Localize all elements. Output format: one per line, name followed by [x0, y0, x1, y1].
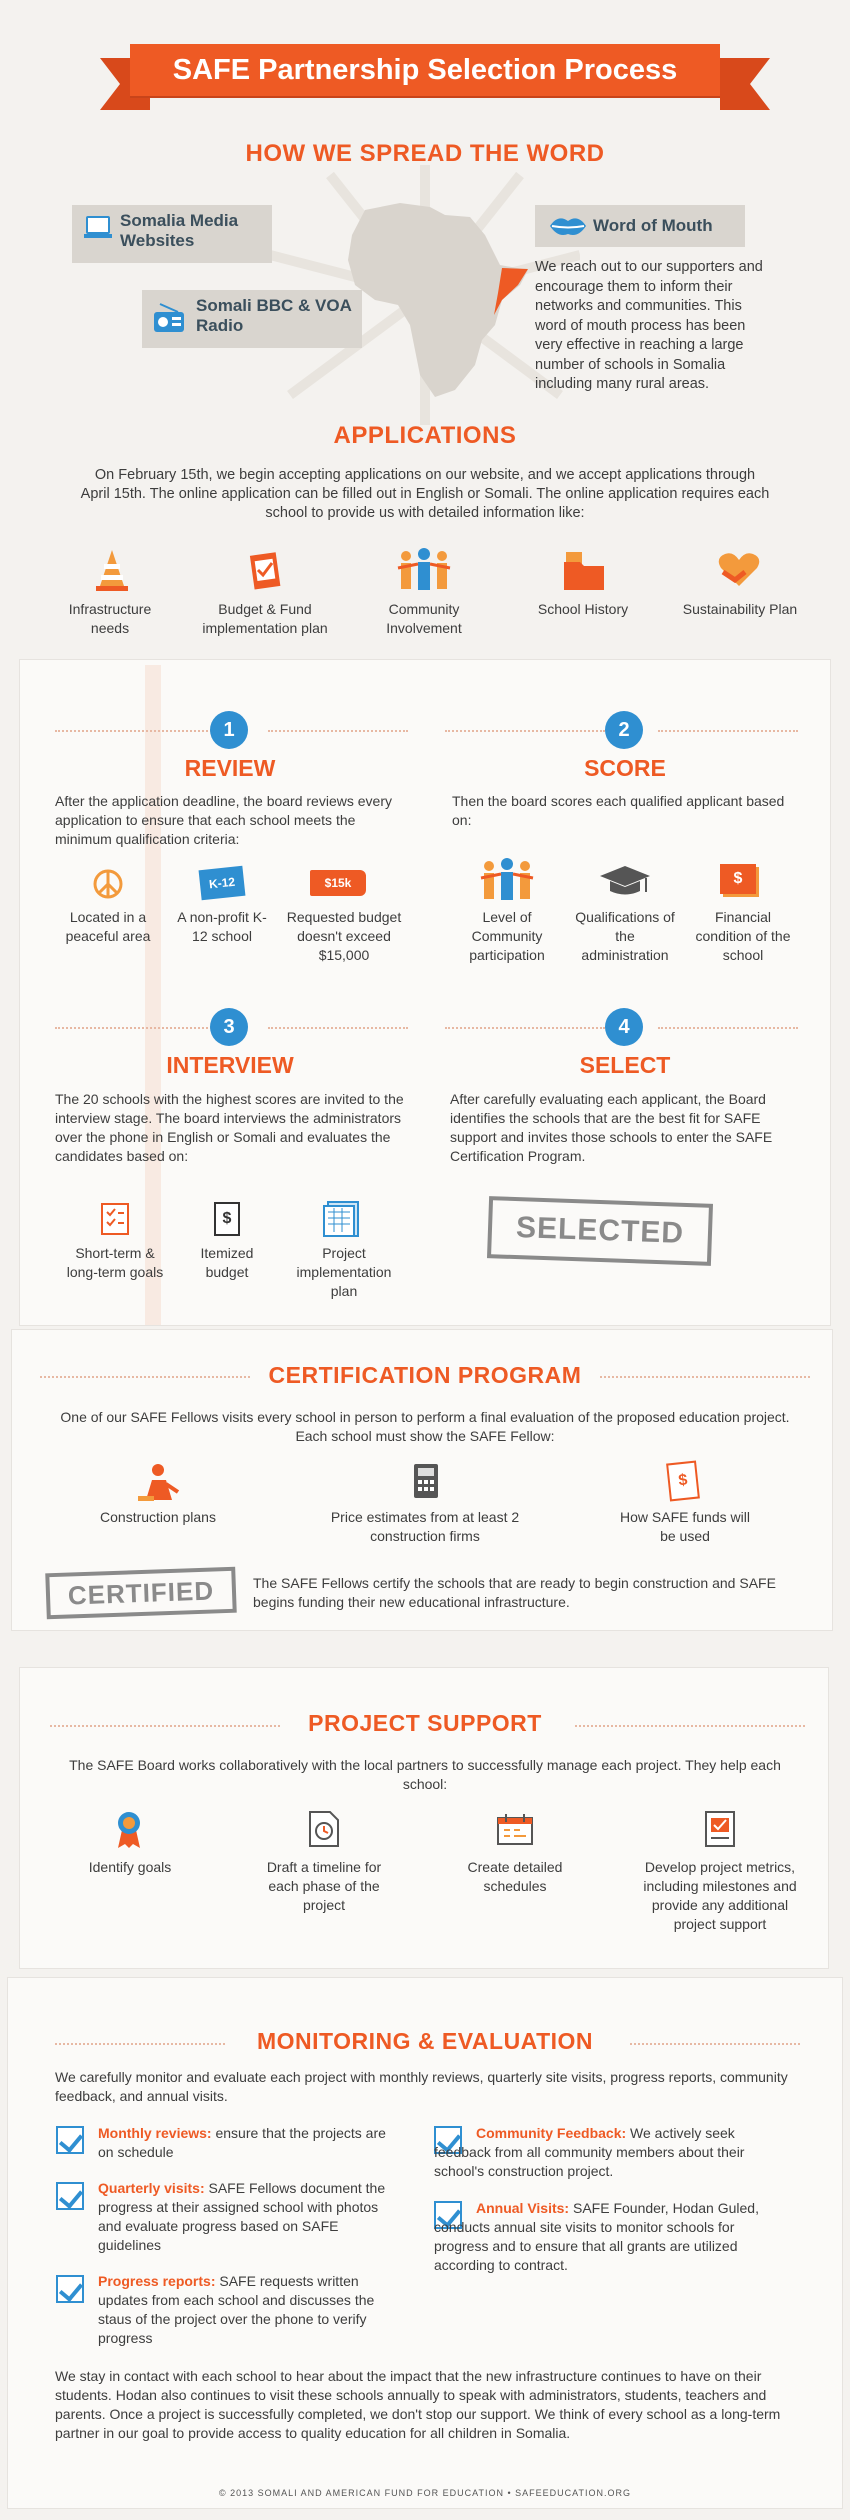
community-people-icon — [479, 858, 535, 902]
clock-document-icon — [308, 1810, 340, 1848]
score-description: Then the board scores each qualified applicant based on: — [452, 793, 785, 828]
check-icon — [56, 2126, 84, 2154]
score-heading: SCORE — [584, 755, 666, 781]
dollar-icon: $ — [720, 864, 756, 894]
interview-item-goals: Short-term & long-term goals — [66, 1245, 164, 1280]
monitoring-annual — [434, 2199, 779, 2275]
review-description: After the application deadline, the board reviews every application to ensure that each school meets the minimum qualification criteria: — [55, 793, 392, 847]
applications-heading: APPLICATIONS — [333, 422, 517, 449]
support-description: The SAFE Board works collaboratively with the local partners to successfully manage each project. They help each school: — [69, 1757, 781, 1792]
calculator-icon — [412, 1462, 440, 1500]
interview-description: The 20 schools with the highest scores are invited to the interview stage. The board interviews the administrators over the phone in English or Somali and evaluates the candidates based on: — [55, 1091, 404, 1164]
support-item-schedules: Create detailed schedules — [467, 1859, 563, 1894]
folder-icon — [562, 548, 606, 592]
review-item-peaceful: Located in a peaceful area — [65, 909, 151, 944]
app-item-community: Community Involvement — [386, 601, 462, 636]
support-item-goals: Identify goals — [88, 1859, 172, 1875]
monitoring-closing: We stay in contact with each school to hear about the impact that the new infrastructure continues to have on their students. Hodan also continues to visit these schools annually to speak with administrators, students, teachers and parents. Once a project is successfully completed, we don't stop our support. We think of every school as a long-term partner in our goal to provide access to quality education for all children in Somalia. — [55, 2368, 781, 2441]
monitoring-quarterly — [98, 2179, 398, 2255]
monitoring-progress-text: SAFE requests written updates from each school and discusses the staus of the project over the phone to verify progress — [98, 2273, 375, 2346]
monitoring-quarterly-text: SAFE Fellows document the progress at their assigned school with photos and evaluate progress based on SAFE guidelines — [98, 2180, 386, 2253]
k12-icon: K-12 — [199, 866, 246, 900]
review-rule-right — [268, 730, 408, 732]
applications-description: On February 15th, we begin accepting applications on our website, and we accept applications through April 15th. The online application can be filled out in English or Somali. The online application requires each school to provide us with detailed information like: — [80, 467, 770, 521]
laptop-icon — [82, 214, 114, 242]
select-rule-left — [445, 1027, 605, 1029]
certified-stamp: CERTIFIED — [45, 1567, 236, 1620]
checklist-icon — [100, 1202, 130, 1236]
certified-description: The SAFE Fellows certify the schools that are ready to begin construction and SAFE begins funding their new educational infrastructure. — [253, 1575, 776, 1610]
interview-rule-left — [55, 1027, 215, 1029]
select-description: After carefully evaluating each applicant, the Board identifies the schools that are the best fit for SAFE support and invites those schools to enter the SAFE Certification Program. — [450, 1091, 773, 1164]
media-websites-label: Somalia Media Websites — [120, 211, 239, 250]
price-tag-icon: $15k — [310, 870, 366, 896]
graduation-cap-icon — [598, 864, 652, 898]
lips-icon — [548, 214, 588, 238]
check-icon — [56, 2275, 84, 2303]
monitoring-monthly-title: Monthly reviews: — [98, 2125, 212, 2141]
review-heading: REVIEW — [184, 755, 276, 781]
certification-description: One of our SAFE Fellows visits every school in person to perform a final evaluation of the proposed education project. Each school must show the SAFE Fellow: — [60, 1409, 790, 1444]
select-heading: SELECT — [579, 1052, 671, 1078]
score-rule-left — [445, 730, 605, 732]
community-people-icon — [396, 548, 452, 592]
score-item-financial: Financial condition of the school — [695, 909, 791, 963]
score-rule-right — [658, 730, 798, 732]
monitoring-annual-title: Annual Visits: — [476, 2200, 570, 2216]
support-item-timeline: Draft a timeline for each phase of the project — [266, 1859, 382, 1913]
ribbon-right-tail — [720, 58, 770, 110]
score-item-qualifications: Qualifications of the administration — [575, 909, 675, 963]
blueprint-icon — [322, 1200, 360, 1238]
app-item-sustainability: Sustainability Plan — [682, 601, 798, 617]
cert-item-construction: Construction plans — [100, 1509, 216, 1525]
review-rule-left — [55, 730, 215, 732]
cert-item-funds: How SAFE funds will be used — [620, 1509, 750, 1544]
construction-worker-icon — [136, 1462, 180, 1502]
budget-check-icon — [246, 548, 282, 592]
award-ribbon-icon — [114, 1810, 144, 1850]
support-item-metrics: Develop project metrics, including milestones and provide any additional project support — [643, 1859, 797, 1932]
monitoring-progress-title: Progress reports: — [98, 2273, 216, 2289]
support-heading: PROJECT SUPPORT — [308, 1710, 542, 1736]
heart-hands-icon — [717, 550, 761, 590]
page-title: SAFE Partnership Selection Process — [130, 44, 720, 96]
score-step-number: 2 — [605, 711, 643, 749]
monitoring-annual-text: SAFE Founder, Hodan Guled, conducts annual site visits to monitor schools for progress and to ensure that all grants are utilized according to contract. — [434, 2200, 759, 2273]
app-item-budget: Budget & Fund implementation plan — [202, 601, 328, 636]
app-item-history: School History — [537, 601, 629, 617]
interview-item-budget: Itemized budget — [200, 1245, 254, 1280]
spread-heading: HOW WE SPREAD THE WORD — [245, 140, 605, 167]
monitoring-monthly-text: ensure that the projects are on schedule — [98, 2125, 386, 2160]
score-item-community: Level of Community participation — [469, 909, 545, 963]
review-step-number: 1 — [210, 711, 248, 749]
monitoring-community-text: We actively seek feedback from all community members about their school's construction project. — [434, 2125, 745, 2179]
selected-stamp: SELECTED — [487, 1196, 713, 1266]
monitoring-progress — [98, 2272, 398, 2348]
monitoring-community — [434, 2124, 779, 2181]
word-of-mouth-description: We reach out to our supporters and encourage them to inform their networks and communities. This word of mouth process has been very effective in reaching a large number of schools in Somalia including many rural areas. — [535, 259, 763, 392]
cert-item-estimates: Price estimates from at least 2 construction firms — [330, 1509, 520, 1544]
radio-icon — [152, 302, 186, 334]
monitoring-intro: We carefully monitor and evaluate each project with monthly reviews, quarterly site visits, progress reports, community feedback, and annual visits. — [55, 2069, 788, 2104]
monitoring-community-title: Community Feedback: — [476, 2125, 627, 2141]
metrics-document-icon — [704, 1810, 736, 1848]
check-icon — [56, 2182, 84, 2210]
funds-document-icon: $ — [666, 1461, 700, 1502]
select-step-number: 4 — [605, 1008, 643, 1046]
footer-copyright: © 2013 SOMALI AND AMERICAN FUND FOR EDUCATION • SAFEEDUCATION.ORG — [218, 2488, 631, 2498]
radio-label: Somali BBC & VOA Radio — [196, 296, 352, 335]
app-item-infrastructure: Infrastructure needs — [68, 601, 152, 636]
monitoring-quarterly-title: Quarterly visits: — [98, 2180, 205, 2196]
peace-icon — [92, 868, 124, 900]
calendar-icon — [496, 1812, 534, 1846]
certification-heading: CERTIFICATION PROGRAM — [268, 1362, 582, 1388]
word-of-mouth-label: Word of Mouth — [593, 216, 713, 235]
review-item-budget-limit: Requested budget doesn't exceed $15,000 — [286, 909, 402, 963]
budget-document-icon: $ — [214, 1202, 240, 1236]
interview-rule-right — [268, 1027, 408, 1029]
monitoring-monthly — [98, 2124, 398, 2162]
traffic-cone-icon — [94, 548, 130, 592]
interview-item-plan: Project implementation plan — [296, 1245, 392, 1299]
review-item-nonprofit: A non-profit K-12 school — [177, 909, 267, 944]
interview-step-number: 3 — [210, 1008, 248, 1046]
select-rule-right — [658, 1027, 798, 1029]
interview-heading: INTERVIEW — [166, 1052, 294, 1078]
monitoring-heading: MONITORING & EVALUATION — [256, 2028, 594, 2054]
